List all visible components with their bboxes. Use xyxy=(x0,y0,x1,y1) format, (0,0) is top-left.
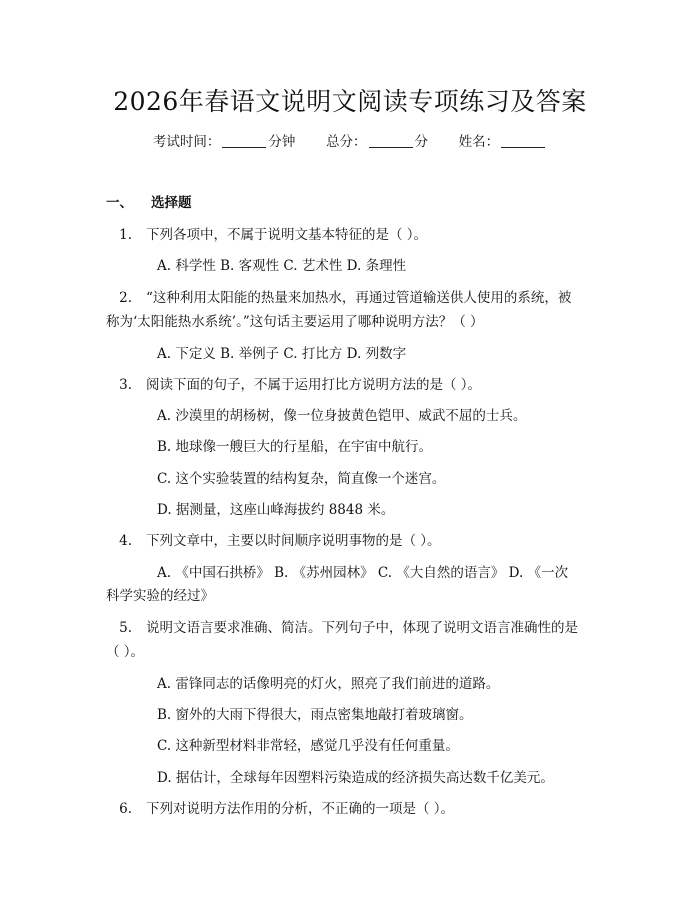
section-heading xyxy=(106,191,192,211)
question-number: 2. xyxy=(119,290,132,306)
time-unit: 分钟 xyxy=(268,134,296,150)
question-2-text-cont: 称为‘太阳能热水系统’。”这句话主要运用了哪种说明方法？（ ） xyxy=(106,314,484,330)
question-text: 下列文章中，主要以时间顺序说明事物的是（ ）。 xyxy=(146,533,441,549)
question-number: 5. xyxy=(119,620,132,636)
name-label: 姓名： xyxy=(458,134,500,150)
question-number: 4. xyxy=(119,533,132,549)
question-5-option-d: D. 据估计，全球每年因塑料污染造成的经济损失高达数千亿美元。 xyxy=(157,770,554,786)
question-4-options-cont: 科学实验的经过》 xyxy=(106,588,214,604)
question-3 xyxy=(106,376,606,394)
question-text: “这种利用太阳能的热量来加热水，再通过管道输送供人使用的系统，被 xyxy=(146,290,572,306)
question-text: 阅读下面的句子，不属于运用打比方说明方法的是（ ）。 xyxy=(146,377,482,393)
question-5-option-b: B. 窗外的大雨下得很大，雨点密集地敲打着玻璃窗。 xyxy=(157,707,473,723)
question-1 xyxy=(106,226,606,244)
section-label: 选择题 xyxy=(151,195,192,211)
time-label: 考试时间： xyxy=(152,134,221,150)
score-blank[interactable] xyxy=(369,133,413,148)
score-label: 总分： xyxy=(326,134,367,150)
question-3-option-c: C. 这个实验装置的结构复杂，简直像一个迷宫。 xyxy=(157,471,446,487)
question-3-option-d: D. 据测量，这座山峰海拔约 8848 米。 xyxy=(157,502,395,518)
name-blank[interactable] xyxy=(501,133,545,148)
question-3-option-b: B. 地球像一艘巨大的行星船，在宇宙中航行。 xyxy=(157,439,433,455)
question-5-option-a: A. 雷锋同志的话像明亮的灯火，照亮了我们前进的道路。 xyxy=(157,676,500,692)
question-5-option-c: C. 这种新型材料非常轻，感觉几乎没有任何重量。 xyxy=(157,738,459,754)
section-number: 一、 xyxy=(106,195,133,211)
question-text: 说明文语言要求准确、简洁。下列句子中，体现了说明文语言准确性的是 xyxy=(146,620,578,636)
question-2-options: A. 下定义 B. 举例子 C. 打比方 D. 列数字 xyxy=(157,346,407,362)
page-title: 2026年春语文说明文阅读专项练习及答案 xyxy=(113,87,587,116)
question-number: 3. xyxy=(119,377,132,393)
question-number: 6. xyxy=(119,801,132,817)
question-5 xyxy=(106,619,606,637)
question-1-options: A. 科学性 B. 客观性 C. 艺术性 D. 条理性 xyxy=(157,258,407,274)
question-6 xyxy=(106,800,606,818)
question-text: 下列对说明方法作用的分析，不正确的一项是（ ）。 xyxy=(146,801,455,817)
question-number: 1. xyxy=(119,227,132,243)
time-blank[interactable] xyxy=(222,133,266,148)
exam-info-line xyxy=(0,130,700,150)
question-text: 下列各项中，不属于说明文基本特征的是（ ）。 xyxy=(146,227,428,243)
question-4 xyxy=(106,532,606,550)
score-unit: 分 xyxy=(414,134,428,150)
question-2 xyxy=(106,289,606,307)
question-3-option-a: A. 沙漠里的胡杨树，像一位身披黄色铠甲、威武不屈的士兵。 xyxy=(157,408,527,424)
question-4-options: A. 《中国石拱桥》 B. 《苏州园林》 C. 《大自然的语言》 D. 《一次 xyxy=(157,565,569,581)
question-5-text-cont: （ ）。 xyxy=(106,644,145,660)
